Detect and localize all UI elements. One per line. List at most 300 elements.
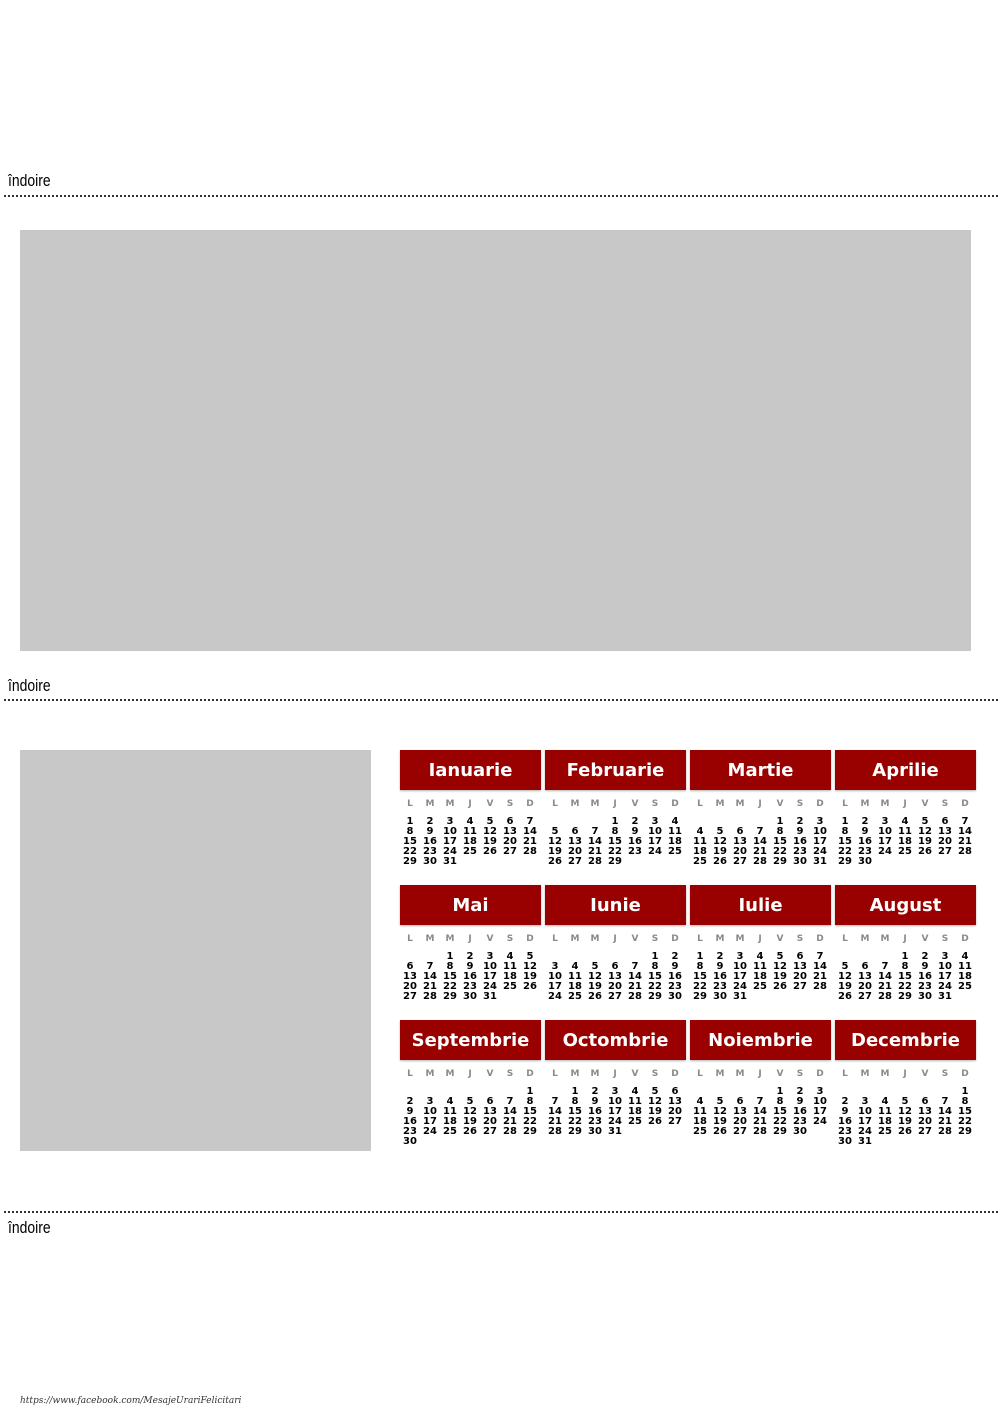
day-cell: 2 [861, 816, 869, 827]
weekday-header [835, 1069, 975, 1079]
weekday-label: M [425, 934, 435, 944]
day-cell: 23 [713, 981, 727, 992]
day-cell: 20 [403, 981, 417, 992]
day-cell: 12 [898, 1106, 912, 1117]
day-cell: 3 [881, 816, 889, 827]
day-cell: 6 [736, 1096, 744, 1107]
weekday-label: D [816, 1069, 824, 1079]
day-cell: 30 [838, 1136, 852, 1147]
day-cell: 19 [773, 971, 787, 982]
month-name: Decembrie [835, 1020, 976, 1060]
day-cell: 23 [668, 981, 682, 992]
day-cell: 17 [938, 971, 952, 982]
day-cell: 14 [753, 1106, 767, 1117]
day-cell: 20 [858, 981, 872, 992]
day-cell: 25 [668, 846, 682, 857]
day-cell: 1 [961, 1086, 969, 1097]
day-cell: 14 [958, 826, 972, 837]
day-cell: 22 [648, 981, 662, 992]
weekday-label: V [776, 934, 784, 944]
day-cell: 6 [941, 816, 949, 827]
day-cell: 7 [426, 961, 434, 972]
weekday-label: J [903, 934, 907, 944]
day-cell: 8 [611, 826, 619, 837]
day-cell: 25 [958, 981, 972, 992]
day-cell: 23 [588, 1116, 602, 1127]
day-cell: 4 [671, 816, 679, 827]
day-cell: 5 [716, 1096, 724, 1107]
day-cell: 27 [733, 1126, 747, 1137]
weekday-label: S [506, 934, 514, 944]
weekday-label: S [796, 934, 804, 944]
day-cell: 28 [523, 846, 537, 857]
weekday-label: D [671, 799, 679, 809]
day-cell: 30 [423, 856, 437, 867]
day-cell [810, 992, 830, 1002]
weekday-label: D [526, 1069, 534, 1079]
month-block [545, 885, 686, 1002]
weekday-label: L [697, 799, 703, 809]
day-cell: 31 [443, 856, 457, 867]
day-cell: 7 [506, 1096, 514, 1107]
day-cell: 28 [503, 1126, 517, 1137]
day-cell: 4 [696, 826, 704, 837]
weekday-label: M [860, 1069, 870, 1079]
day-cell: 12 [483, 826, 497, 837]
day-cell: 29 [523, 1126, 537, 1137]
day-cell: 13 [733, 1106, 747, 1117]
day-cell: 18 [898, 836, 912, 847]
day-cell: 25 [503, 981, 517, 992]
day-cell [645, 857, 665, 867]
day-cell: 7 [816, 951, 824, 962]
day-cell: 5 [776, 951, 784, 962]
day-cell: 3 [486, 951, 494, 962]
day-cell: 26 [463, 1126, 477, 1137]
day-cell: 19 [918, 836, 932, 847]
day-cell: 22 [693, 981, 707, 992]
day-cell: 29 [608, 856, 622, 867]
month-block [690, 1020, 831, 1137]
day-cell: 30 [858, 856, 872, 867]
day-cell: 3 [736, 951, 744, 962]
day-cell: 16 [838, 1116, 852, 1127]
day-cell [480, 857, 500, 867]
day-cell: 6 [406, 961, 414, 972]
day-cell: 29 [568, 1126, 582, 1137]
day-cell: 18 [463, 836, 477, 847]
weekday-label: M [425, 1069, 435, 1079]
month-block [835, 750, 976, 867]
weekday-label: V [776, 799, 784, 809]
day-cell: 15 [403, 836, 417, 847]
day-cell: 12 [548, 836, 562, 847]
footer-facebook-link[interactable]: https://www.facebook.com/MesajeUrariFelicitari [20, 1396, 242, 1406]
day-cell: 28 [813, 981, 827, 992]
weekday-label: V [631, 934, 639, 944]
weekday-label: M [880, 799, 890, 809]
day-cell: 10 [483, 961, 497, 972]
weekday-label: D [671, 934, 679, 944]
day-cell: 15 [608, 836, 622, 847]
day-cell: 12 [523, 961, 537, 972]
day-cell [665, 857, 685, 867]
day-cell [875, 1137, 895, 1147]
day-cell: 4 [901, 816, 909, 827]
day-cell: 2 [921, 951, 929, 962]
weekday-label: S [941, 1069, 949, 1079]
day-cell: 9 [861, 826, 869, 837]
day-cell: 29 [773, 1126, 787, 1137]
day-cell: 14 [548, 1106, 562, 1117]
fold-line-middle [4, 699, 998, 701]
day-cell: 28 [753, 1126, 767, 1137]
day-cell: 2 [796, 1086, 804, 1097]
weekday-label: L [842, 799, 848, 809]
day-cell: 23 [403, 1126, 417, 1137]
day-cell: 15 [693, 971, 707, 982]
day-cell: 22 [773, 846, 787, 857]
weekday-label: S [796, 1069, 804, 1079]
weekday-label: J [903, 1069, 907, 1079]
weekday-label: S [651, 1069, 659, 1079]
day-cell [460, 1137, 480, 1147]
day-cell: 20 [918, 1116, 932, 1127]
day-cell: 14 [813, 961, 827, 972]
weekday-label: J [613, 934, 617, 944]
week-row [690, 857, 830, 867]
weekday-label: D [526, 934, 534, 944]
day-cell: 8 [651, 961, 659, 972]
day-cell: 5 [921, 816, 929, 827]
day-cell: 22 [958, 1116, 972, 1127]
day-cell: 15 [773, 1106, 787, 1117]
day-cell [955, 1137, 975, 1147]
day-cell: 6 [671, 1086, 679, 1097]
weekday-label: D [961, 1069, 969, 1079]
day-cell: 20 [793, 971, 807, 982]
day-cell: 8 [406, 826, 414, 837]
day-cell: 6 [486, 1096, 494, 1107]
day-cell: 13 [568, 836, 582, 847]
day-cell: 10 [858, 1106, 872, 1117]
day-cell: 23 [793, 1116, 807, 1127]
day-cell: 12 [918, 826, 932, 837]
day-cell: 30 [463, 991, 477, 1002]
day-cell: 24 [813, 846, 827, 857]
weekday-header [400, 1069, 540, 1079]
day-cell: 18 [693, 846, 707, 857]
weekday-label: M [715, 1069, 725, 1079]
day-cell: 17 [648, 836, 662, 847]
day-cell: 24 [858, 1126, 872, 1137]
day-cell: 3 [611, 1086, 619, 1097]
day-cell: 1 [776, 816, 784, 827]
day-cell: 26 [898, 1126, 912, 1137]
day-cell: 18 [668, 836, 682, 847]
day-cell: 22 [898, 981, 912, 992]
day-cell: 20 [483, 1116, 497, 1127]
day-cell: 4 [446, 1096, 454, 1107]
week-row [400, 1127, 540, 1137]
day-cell: 28 [753, 856, 767, 867]
day-cell: 18 [568, 981, 582, 992]
day-cell: 8 [841, 826, 849, 837]
week-row [400, 992, 540, 1002]
weekday-label: M [590, 1069, 600, 1079]
weekday-label: M [570, 1069, 580, 1079]
weekday-label: D [671, 1069, 679, 1079]
day-cell [895, 857, 915, 867]
weekday-label: S [796, 799, 804, 809]
weekday-label: M [445, 1069, 455, 1079]
weekday-label: V [921, 1069, 929, 1079]
day-cell: 1 [696, 951, 704, 962]
week-row [690, 1127, 830, 1137]
day-cell: 16 [713, 971, 727, 982]
day-cell: 27 [733, 856, 747, 867]
day-cell: 8 [776, 1096, 784, 1107]
weekday-header [690, 934, 830, 944]
day-cell: 11 [668, 826, 682, 837]
day-cell: 18 [628, 1106, 642, 1117]
day-cell: 2 [716, 951, 724, 962]
day-cell: 12 [463, 1106, 477, 1117]
day-cell: 24 [548, 991, 562, 1002]
day-cell: 19 [713, 846, 727, 857]
day-cell: 30 [403, 1136, 417, 1147]
weekday-label: J [468, 934, 472, 944]
day-cell: 30 [918, 991, 932, 1002]
day-cell: 28 [423, 991, 437, 1002]
day-cell: 21 [503, 1116, 517, 1127]
day-cell: 6 [921, 1096, 929, 1107]
month-name: Septembrie [400, 1020, 541, 1060]
day-cell: 28 [628, 991, 642, 1002]
day-cell [875, 857, 895, 867]
day-cell: 1 [651, 951, 659, 962]
day-cell: 17 [813, 836, 827, 847]
day-cell: 27 [918, 1126, 932, 1137]
day-cell: 21 [628, 981, 642, 992]
month-block [400, 750, 541, 867]
day-cell: 17 [733, 971, 747, 982]
day-cell: 17 [858, 1116, 872, 1127]
weekday-label: D [816, 934, 824, 944]
day-cell: 31 [813, 856, 827, 867]
day-cell [750, 992, 770, 1002]
day-cell [625, 1127, 645, 1137]
day-cell: 26 [523, 981, 537, 992]
day-cell: 13 [483, 1106, 497, 1117]
day-cell: 16 [403, 1116, 417, 1127]
day-cell: 17 [813, 1106, 827, 1117]
weekday-label: S [941, 934, 949, 944]
day-cell: 2 [406, 1096, 414, 1107]
day-cell: 11 [898, 826, 912, 837]
day-cell: 29 [403, 856, 417, 867]
day-cell: 20 [668, 1106, 682, 1117]
weekday-label: M [880, 934, 890, 944]
weekday-header [690, 1069, 830, 1079]
weekday-label: V [776, 1069, 784, 1079]
day-cell: 10 [813, 826, 827, 837]
month-name: Ianuarie [400, 750, 541, 790]
day-cell: 5 [841, 961, 849, 972]
weekday-header [400, 799, 540, 809]
day-cell: 9 [466, 961, 474, 972]
day-cell: 20 [938, 836, 952, 847]
day-cell: 22 [523, 1116, 537, 1127]
weekday-label: M [715, 934, 725, 944]
day-cell: 16 [588, 1106, 602, 1117]
day-cell: 19 [648, 1106, 662, 1117]
day-cell: 12 [713, 1106, 727, 1117]
day-cell: 18 [503, 971, 517, 982]
weekday-label: S [506, 1069, 514, 1079]
day-cell: 4 [571, 961, 579, 972]
week-row [835, 857, 975, 867]
weekday-label: L [552, 934, 558, 944]
day-cell: 17 [443, 836, 457, 847]
weekday-label: L [552, 1069, 558, 1079]
weekday-label: L [842, 1069, 848, 1079]
fold-line-top [4, 195, 998, 197]
month-block [690, 885, 831, 1002]
day-cell: 25 [753, 981, 767, 992]
day-cell [665, 1127, 685, 1137]
day-cell: 27 [858, 991, 872, 1002]
day-cell: 10 [548, 971, 562, 982]
day-cell: 22 [403, 846, 417, 857]
week-row [545, 857, 685, 867]
day-cell: 3 [426, 1096, 434, 1107]
weekday-label: M [735, 934, 745, 944]
day-cell [915, 857, 935, 867]
day-cell: 13 [938, 826, 952, 837]
day-cell [520, 992, 540, 1002]
day-cell: 8 [571, 1096, 579, 1107]
month-name: Mai [400, 885, 541, 925]
day-cell: 13 [668, 1096, 682, 1107]
day-cell: 4 [961, 951, 969, 962]
day-cell: 26 [713, 856, 727, 867]
weekday-header [835, 934, 975, 944]
day-cell: 25 [628, 1116, 642, 1127]
week-row [690, 982, 830, 992]
day-cell: 8 [961, 1096, 969, 1107]
weekday-header [545, 934, 685, 944]
day-cell: 11 [628, 1096, 642, 1107]
weekday-label: M [445, 799, 455, 809]
day-cell: 11 [693, 836, 707, 847]
day-cell: 25 [693, 1126, 707, 1137]
day-cell [810, 1127, 830, 1137]
day-cell: 6 [736, 826, 744, 837]
month-block [400, 1020, 541, 1147]
day-cell: 18 [693, 1116, 707, 1127]
day-cell: 25 [463, 846, 477, 857]
week-row [400, 847, 540, 857]
weekday-label: M [715, 799, 725, 809]
day-cell: 15 [958, 1106, 972, 1117]
day-cell: 27 [938, 846, 952, 857]
day-cell: 16 [918, 971, 932, 982]
week-row [835, 1137, 975, 1147]
month-name: Octombrie [545, 1020, 686, 1060]
day-cell: 23 [423, 846, 437, 857]
weekday-label: J [613, 1069, 617, 1079]
day-cell: 26 [918, 846, 932, 857]
day-cell: 10 [423, 1106, 437, 1117]
day-cell: 21 [938, 1116, 952, 1127]
day-cell: 22 [568, 1116, 582, 1127]
day-cell: 22 [608, 846, 622, 857]
day-cell: 19 [838, 981, 852, 992]
day-cell: 2 [671, 951, 679, 962]
day-cell: 25 [693, 856, 707, 867]
month-name: Martie [690, 750, 831, 790]
day-cell: 28 [938, 1126, 952, 1137]
day-cell: 7 [756, 826, 764, 837]
day-cell: 11 [503, 961, 517, 972]
day-cell: 1 [611, 816, 619, 827]
day-cell: 5 [651, 1086, 659, 1097]
day-cell: 1 [446, 951, 454, 962]
weekday-label: M [860, 799, 870, 809]
day-cell: 12 [773, 961, 787, 972]
month-name: August [835, 885, 976, 925]
weekday-label: M [570, 799, 580, 809]
month-block [690, 750, 831, 867]
day-cell: 13 [793, 961, 807, 972]
day-cell: 21 [423, 981, 437, 992]
day-cell: 13 [918, 1106, 932, 1117]
day-cell: 24 [483, 981, 497, 992]
day-cell: 8 [526, 1096, 534, 1107]
day-cell [645, 1127, 665, 1137]
day-cell: 5 [901, 1096, 909, 1107]
day-cell: 15 [523, 1106, 537, 1117]
day-cell: 16 [793, 1106, 807, 1117]
day-cell: 20 [733, 1116, 747, 1127]
week-row [835, 847, 975, 857]
day-cell: 7 [591, 826, 599, 837]
day-cell [500, 1137, 520, 1147]
month-name: Februarie [545, 750, 686, 790]
day-cell: 9 [796, 1096, 804, 1107]
day-cell: 6 [796, 951, 804, 962]
weekday-label: M [590, 934, 600, 944]
day-cell [955, 992, 975, 1002]
day-cell: 19 [523, 971, 537, 982]
day-cell: 21 [753, 1116, 767, 1127]
day-cell: 23 [838, 1126, 852, 1137]
day-cell: 19 [548, 846, 562, 857]
day-cell: 9 [426, 826, 434, 837]
day-cell: 3 [651, 816, 659, 827]
weekday-label: L [552, 799, 558, 809]
day-cell: 22 [838, 846, 852, 857]
day-cell: 9 [591, 1096, 599, 1107]
day-cell: 27 [503, 846, 517, 857]
weekday-label: S [651, 799, 659, 809]
day-cell: 26 [648, 1116, 662, 1127]
day-cell: 24 [608, 1116, 622, 1127]
day-cell: 6 [506, 816, 514, 827]
day-cell: 9 [841, 1106, 849, 1117]
day-cell: 26 [548, 856, 562, 867]
